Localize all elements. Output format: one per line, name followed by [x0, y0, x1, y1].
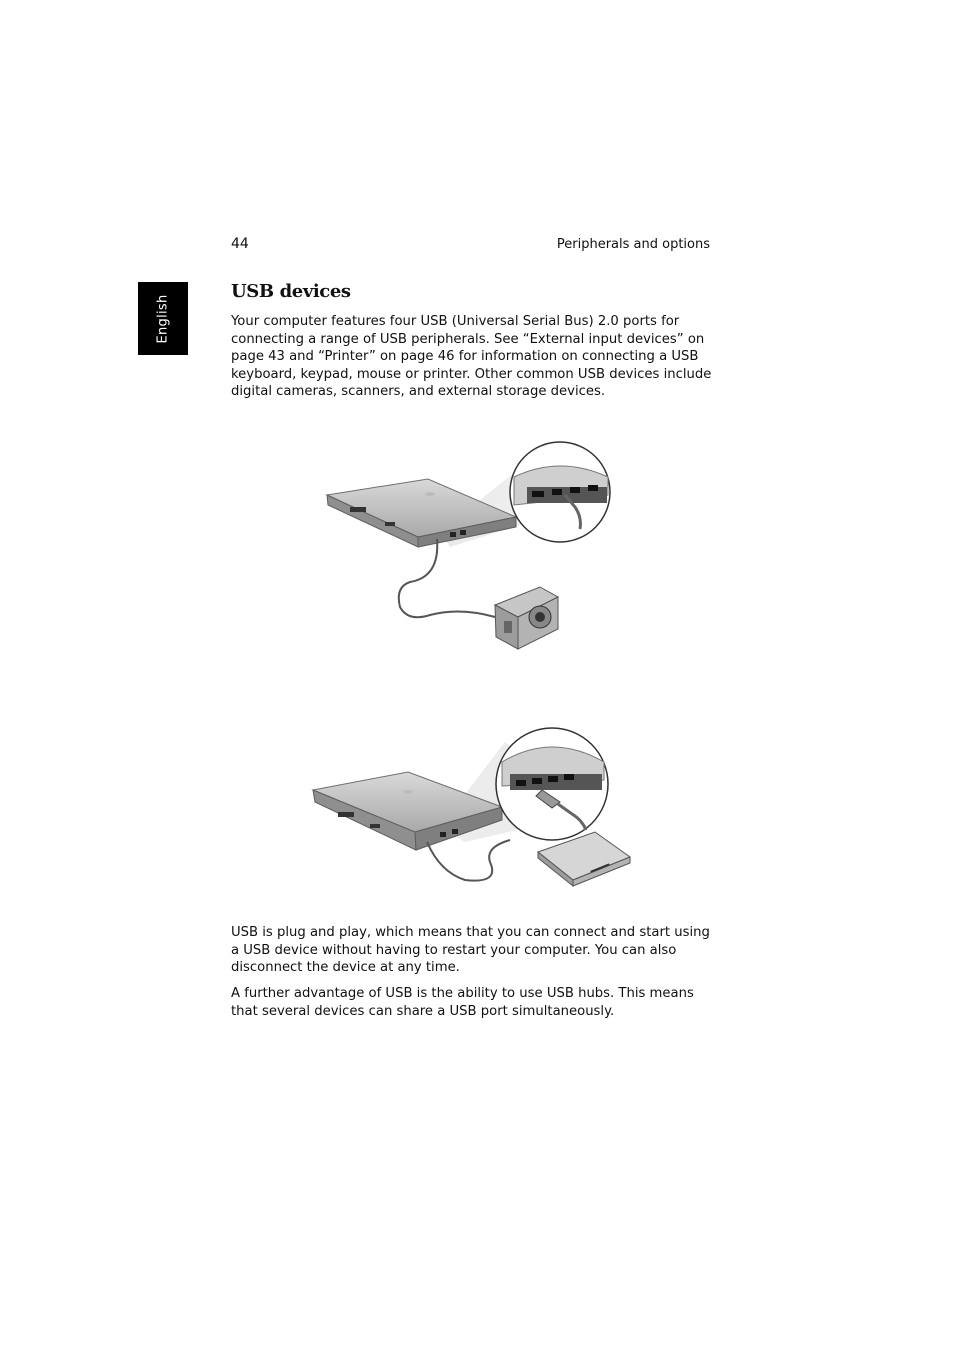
- digital-camera-icon: [495, 587, 558, 649]
- usb-port-zoom-icon: [496, 728, 608, 840]
- usb-port-zoom-icon: [510, 442, 610, 542]
- plug-and-play-paragraph: USB is plug and play, which means that you can connect and start using a USB device without having to restart your computer. You can also disconnect the device at any time.: [231, 925, 710, 975]
- intro-paragraph: Your computer features four USB (Universal Serial Bus) 2.0 ports for connecting a range of USB peripherals. See “External input devices” on page 43 and “Printer” on page 46 for information on connecting a USB keyboard, keypad, mouse or printer. Other common USB devices include digital cameras, scanners, and external storage devices.: [231, 314, 712, 399]
- figure-usb-camera: [290, 437, 650, 657]
- page-number: 44: [231, 236, 249, 252]
- usb-hub-paragraph: A further advantage of USB is the ability to use USB hubs. This means that several devices can share a USB port simultaneously.: [231, 986, 694, 1019]
- language-tab: [138, 282, 188, 355]
- figure-usb-drive: [290, 722, 650, 900]
- usb-cable: [399, 539, 495, 617]
- running-head: Peripherals and options: [556, 237, 710, 252]
- usb-cable: [427, 840, 510, 881]
- language-tab-label: English: [155, 293, 171, 344]
- laptop-icon: [327, 479, 516, 547]
- section-title: USB devices: [231, 281, 351, 302]
- laptop-camera-illustration: [290, 437, 650, 657]
- laptop-drive-illustration: [290, 722, 650, 900]
